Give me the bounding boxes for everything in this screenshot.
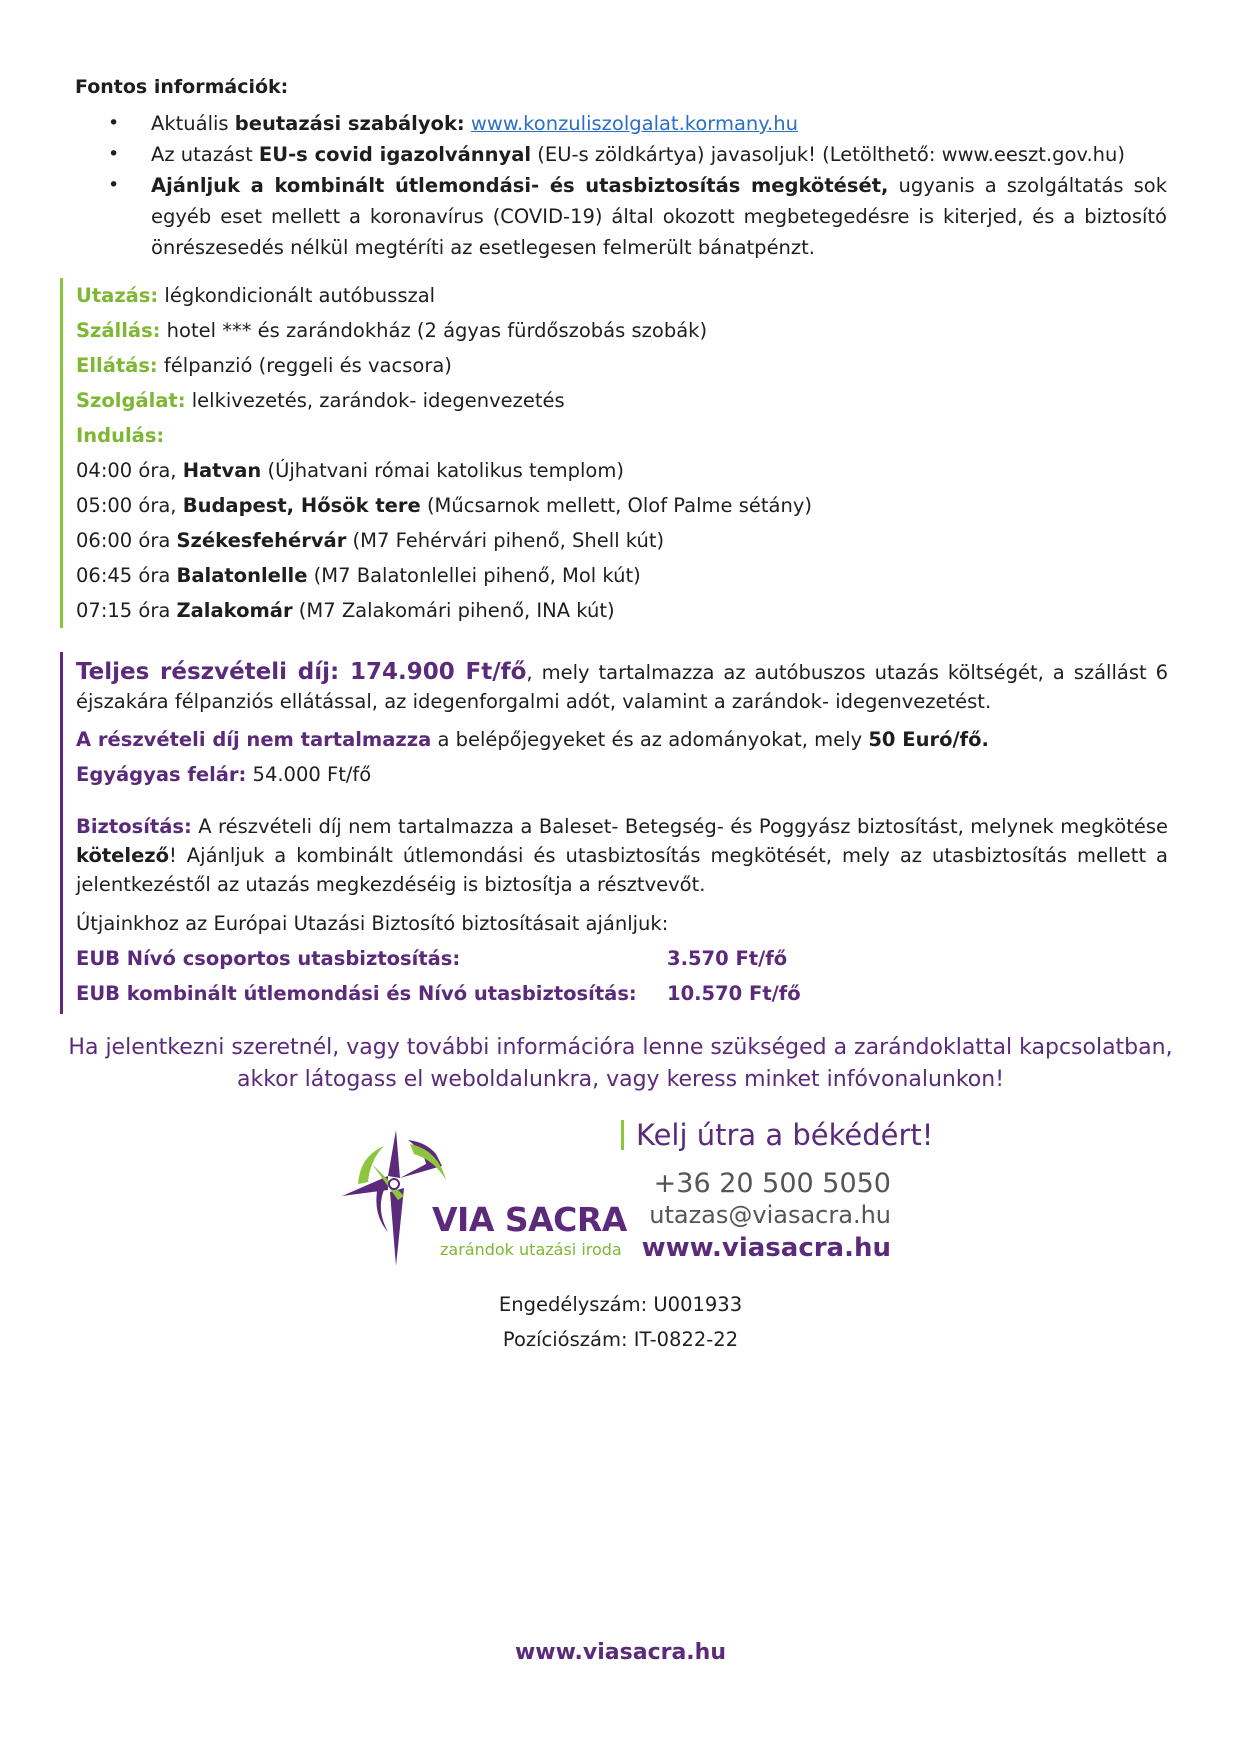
important-info-title: Fontos információk: [75, 76, 289, 98]
departure-row: 06:45 óra Balatonlelle (M7 Balatonlellei pihenő, Mol kút) [76, 564, 641, 587]
list-item: • Aktuális beutazási szabályok: www.konzuliszolgalat.kormany.hu [75, 108, 1167, 139]
important-info-list [75, 108, 1167, 263]
pricing-section [60, 652, 1183, 1014]
departure-heading: Indulás: [76, 424, 165, 447]
phone-number: +36 20 500 5050 [653, 1168, 891, 1199]
lodging-row: Szállás: hotel *** és zarándokház (2 ágyas fürdőszobás szobák) [76, 319, 708, 342]
single-supplement-line: Egyágyas felár: 54.000 Ft/fő [76, 763, 372, 786]
list-item: • Az utazást EU-s covid igazolvánnyal (EU-s zöldkártya) javasoljuk! (Letölthető: www.eeszt.gov.hu) [75, 139, 1167, 170]
departure-row: 05:00 óra, Budapest, Hősök tere (Műcsarnok mellett, Olof Palme sétány) [76, 494, 812, 517]
insurance-option: EUB kombinált útlemondási és Nívó utasbiztosítás: 10.570 Ft/fő [76, 982, 801, 1005]
insurance-recommendation: Útjainkhoz az Európai Utazási Biztosító biztosításait ajánljuk: [76, 912, 669, 935]
service-row: Szolgálat: lelkivezetés, zarándok- idegenvezetés [76, 389, 565, 412]
email-address[interactable]: utazas@viasacra.hu [649, 1201, 891, 1229]
license-info [0, 1287, 1241, 1357]
departure-row: 06:00 óra Székesfehérvár (M7 Fehérvári pihenő, Shell kút) [76, 529, 665, 552]
departure-row: 04:00 óra, Hatvan (Újhatvani római katolikus templom) [76, 459, 624, 482]
departure-row: 07:15 óra Zalakomár (M7 Zalakomári pihenő, INA kút) [76, 599, 615, 622]
brand-subtitle: zarándok utazási iroda [440, 1240, 622, 1259]
license-number: Engedélyszám: U001933 [498, 1293, 743, 1316]
insurance-paragraph: Biztosítás: A részvételi díj nem tartalmazza a Baleset- Betegség- és Poggyász biztosítást, melynek megkötése kötelező! Ajánljuk a kombinált útlemondási és utasbiztosítás megkötését, mely az utasbiztosítás mellett a jelentkezéstől az utazás megkezdéséig is biztosítja a résztvevőt. [76, 815, 1168, 896]
exclusions-line: A részvételi díj nem tartalmazza a belépőjegyeket és az adományokat, mely 50 Euró/fő. [76, 728, 989, 751]
website-link[interactable]: www.viasacra.hu [641, 1233, 891, 1263]
travel-rules-link[interactable]: www.konzuliszolgalat.kormany.hu [470, 112, 798, 135]
trip-details [60, 278, 1183, 628]
contact-note: Ha jelentkezni szeretnél, vagy további információra lenne szükséged a zarándoklattal kapcsolatban, akkor látogass el weboldalunkra, vagy keress minket infóvonalunkon! [68, 1035, 1173, 1092]
insurance-option: EUB Nívó csoportos utasbiztosítás: 3.570 Ft/fő [76, 947, 788, 970]
board-row: Ellátás: félpanzió (reggeli és vacsora) [76, 354, 452, 377]
slogan: Kelj útra a békédért! [621, 1120, 933, 1150]
total-price-paragraph: Teljes részvételi díj: 174.900 Ft/fő, mely tartalmazza az autóbuszos utazás költségét, a szállást 6 éjszakára félpanziós ellátással, az idegenforgalmi adót, valamint a zarándok- idegenvezetést. [76, 659, 1168, 713]
brand-name: VIA SACRA [432, 1200, 627, 1239]
travel-row: Utazás: légkondicionált autóbusszal [76, 284, 436, 307]
total-price: Teljes részvételi díj: 174.900 Ft/fő [76, 659, 527, 685]
list-item: • Ajánljuk a kombinált útlemondási- és utasbiztosítás megkötését, ugyanis a szolgáltatás sok egyéb eset mellett a koronavírus (COVID-19) által okozott megbetegedésre is kiterjed, és a biztosító önrészesedés nélkül megtéríti az esetlegesen felmerült bánatpénzt. [75, 170, 1167, 263]
footer-website-link[interactable]: www.viasacra.hu [514, 1640, 726, 1665]
position-number: Pozíciószám: IT-0822-22 [502, 1328, 739, 1351]
